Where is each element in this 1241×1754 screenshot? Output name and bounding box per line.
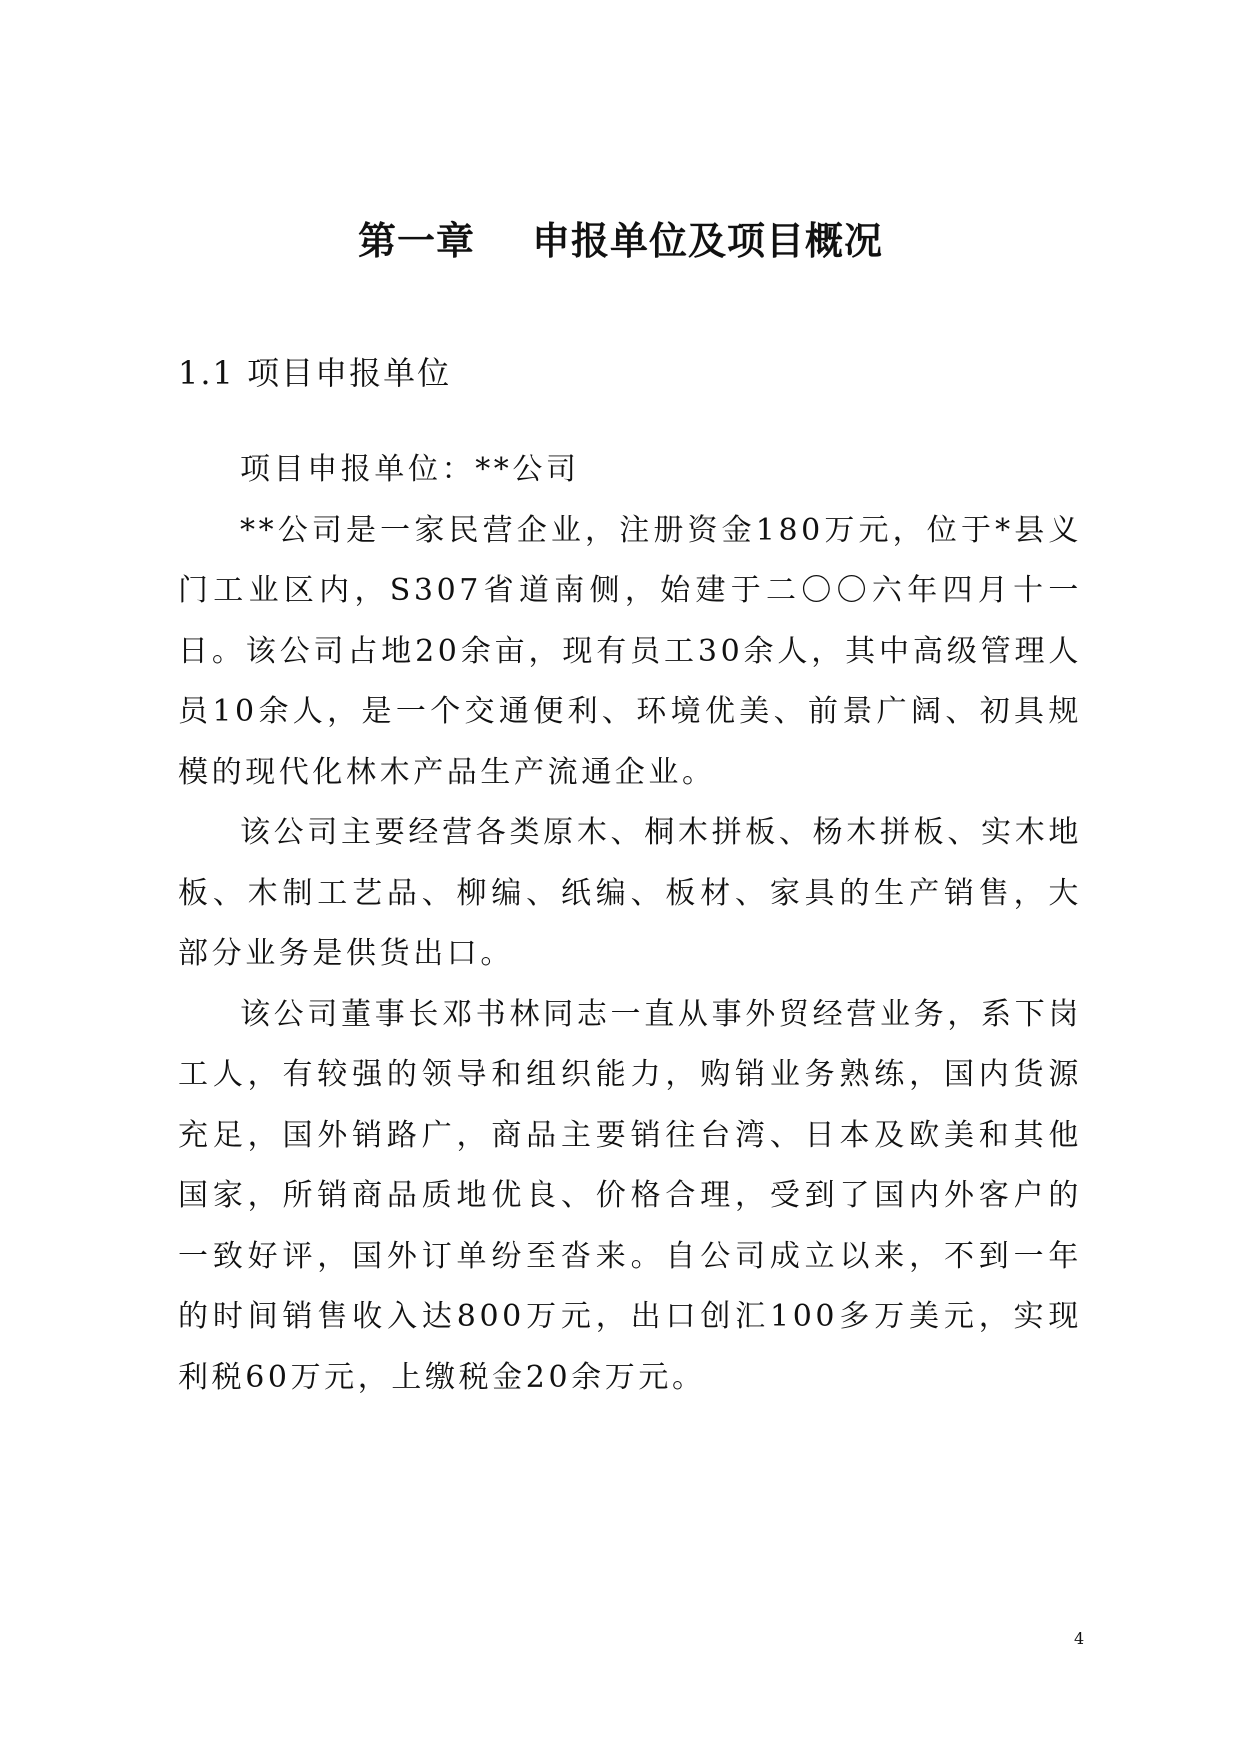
paragraph-business-scope: 该公司主要经营各类原木、桐木拼板、杨木拼板、实木地板、木制工艺品、柳编、纸编、板材、家具的生产销售，大部分业务是供货出口。	[178, 815, 1082, 971]
paragraph-chairman-and-performance: 该公司董事长邓书林同志一直从事外贸经营业务，系下岗工人，有较强的领导和组织能力，购销业务熟练，国内货源充足，国外销路广，商品主要销往台湾、日本及欧美和其他国家，所销商品质地优良、价格合理，受到了国内外客户的一致好评，国外订单纷至沓来。自公司成立以来，不到一年的时间销售收入达800万元，出口创汇100多万美元，实现利税60万元，上缴税金20余万元。	[178, 996, 1082, 1395]
body-text	[178, 440, 1082, 1408]
section-title: 1.1 项目申报单位	[178, 354, 452, 392]
paragraph-company-overview: **公司是一家民营企业，注册资金180万元，位于*县义门工业区内，S307省道南侧，始建于二〇〇六年四月十一日。该公司占地20余亩，现有员工30余人，其中高级管理人员10余人，是一个交通便利、环境优美、前景广阔、初具规模的现代化林木产品生产流通企业。	[178, 512, 1082, 790]
paragraph-applicant: 项目申报单位：**公司	[240, 452, 580, 487]
chapter-title: 第一章 申报单位及项目概况	[358, 219, 883, 263]
page-number: 4	[1074, 1629, 1085, 1648]
